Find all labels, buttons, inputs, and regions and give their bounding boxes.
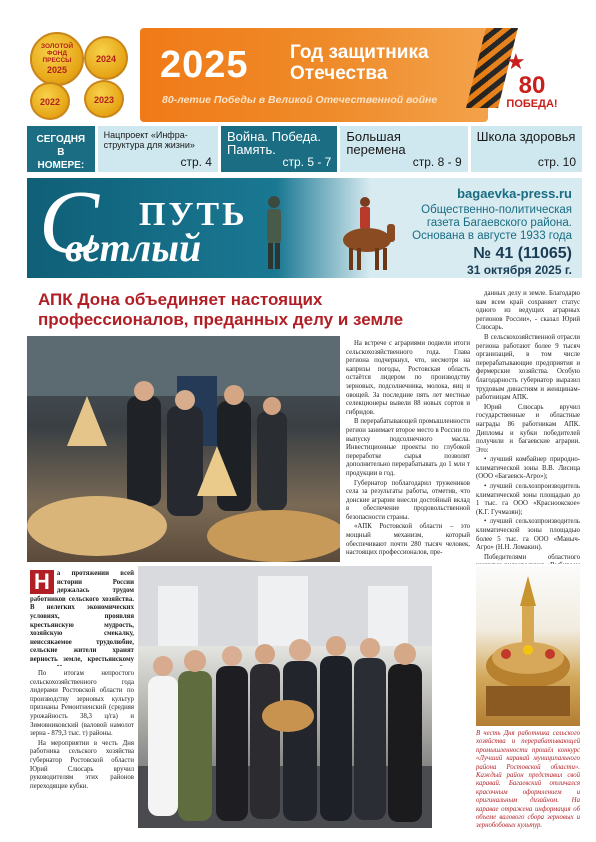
banner-title: Год защитника Отечества — [290, 42, 429, 84]
logo-initial: С — [39, 178, 100, 272]
contents-lead: СЕГОДНЯ В НОМЕРЕ: — [27, 126, 95, 172]
press-fund-seals — [22, 26, 130, 118]
victory-badge-number: 80 — [518, 72, 546, 99]
seal-year: 2022 — [39, 96, 61, 107]
karavai-photo-art — [476, 566, 580, 726]
contents-item-page: стр. 4 — [180, 155, 212, 169]
contents-item[interactable] — [340, 126, 467, 172]
contents-item-label: Школа здоровья — [476, 129, 576, 144]
paragraph: Губернатор поблагодарил тружеников села за результаты работы, отметив, что донские аграрии внесли достойный вклад в обеспечение продовольственной безопасности страны. — [346, 479, 470, 521]
site-link[interactable]: bagaevka-press.ru — [457, 186, 572, 201]
paragraph: По итогам непростого сельскохозяйственного года лидерами Ростовской области по производству зерновых культур признаны Ремонтненский (средняя урожайность 38,3 ц/га) и Зимовниковский (валовой намолот зерна - 879,3 тыс. т) районы. — [30, 670, 134, 738]
article-column-a — [346, 340, 470, 566]
paragraph: На встрече с аграриями подвели итоги сельскохозяйственного года. Глава региона подчеркнул, что, несмотря на капризы погоды, Ростовская область остаётся лидером по производству зерновых, подсолнечника, молока, яиц и овощей. За последние пять лет местные селекционеры вывели 88 новых сортов и гибридов. — [346, 340, 470, 416]
year-banner — [140, 28, 488, 122]
seal-2025 — [30, 32, 84, 86]
paragraph: В сельскохозяйственной отрасли региона работают более 9 тысяч организаций, в том числе перерабатывающие предприятия и фермерские хозяйства. Особую благодарность губернатор выразил трудовым династиям и женщинам-работницам АПК. — [476, 333, 580, 402]
paragraph: данных делу и земле. Благодарю вам всем край сохраняет статус одного из ведущих аграрных регионов России», - сказал Юрий Слюсарь. — [476, 290, 580, 332]
paragraph: • лучший комбайнер природно-климатической зоны В.В. Лисица (ООО «Багаевск-Агро»); — [476, 456, 580, 481]
banner-year: 2025 — [160, 44, 249, 86]
article-column-b — [476, 290, 580, 564]
masthead — [27, 178, 582, 278]
contents-item-label: Война. Победа. Память. — [226, 129, 322, 157]
contents-item-page: стр. 10 — [537, 155, 576, 169]
event-photo-hall — [27, 336, 340, 562]
contents-item-page: стр. 5 - 7 — [282, 155, 332, 169]
paragraph: • лучший сельхозпроизводитель климатической зоны площадью до 1 тыс. га ООО «Красноокское» (К.Г. Гучмазян); — [476, 483, 580, 516]
banner-subtitle: 80-летие Победы в Великой Отечественной войне — [162, 94, 438, 106]
contents-item[interactable] — [98, 126, 218, 172]
event-photo-group-art — [138, 566, 432, 828]
article-column-d — [30, 670, 134, 830]
contents-item[interactable] — [221, 126, 337, 172]
contents-item-page: стр. 8 - 9 — [412, 155, 462, 169]
seal-year: 2025 — [46, 65, 68, 75]
victory-badge — [500, 74, 564, 122]
issue-date: 31 октября 2025 г. — [467, 263, 572, 277]
article-lead-text: а протяжении всей истории России держалась трудом работников сельского хозяйства. В нелегких экономических условиях, проявляя крестьянскую мудрость, хозяйскую смекалку, неиссякаемое трудолюбие, сельские жители хранят верность земле, крестьянскому — [30, 570, 134, 663]
karavai-photo — [476, 566, 580, 726]
seal-year: 2023 — [93, 94, 115, 105]
masthead-description: Общественно-политическая газета Багаевского района. Основана в августе 1933 года — [412, 204, 572, 242]
contents-item-label: Большая перемена — [346, 129, 406, 157]
soldier-figure-icon — [259, 192, 289, 272]
event-photo-hall-art — [27, 336, 340, 562]
logo-bottom: ветлый — [65, 225, 202, 270]
seal-year: 2024 — [95, 53, 117, 64]
paragraph: В перерабатывающей промышленности регион занимает второе место в России по выпуску подсолнечного масла. Инвестиционные проекты по глубокой переработке сырья позволят дополнительно перерабатывать до 1 млн т продукции в год. — [346, 418, 470, 477]
paragraph: • лучший сельхозпроизводитель климатической зоны площадью более 5 тыс. га ООО «Маныч-Агро» (Н.Н. Ломакин). — [476, 518, 580, 552]
paragraph: Победителями областного — [484, 553, 580, 561]
red-star-icon: ★ — [506, 50, 526, 75]
dropcap: Н — [30, 570, 54, 594]
contents-item-label: Нацпроект «Инфра-структура для жизни» — [103, 130, 195, 150]
event-photo-group — [138, 566, 432, 828]
contents-item[interactable] — [471, 126, 582, 172]
seal-2023 — [84, 80, 124, 118]
paragraph: Юрий Слюсарь вручил государственные и областные награды 86 работникам АПК. Дипломы и кубки победителей получили и багаевские аграрии. Это: — [476, 403, 580, 454]
victory-badge-word: ПОБЕДА! — [506, 98, 558, 110]
paragraph: «АПК Ростовской области – это мощный механизм, который обеспечивают почти 280 тысяч человек, настоящих профессионалов, пре- — [346, 523, 470, 557]
cossack-rider-icon — [335, 194, 399, 274]
paragraph: На мероприятии в честь Дня работника сельского хозяйства губернатор Ростовской области Юрий Слюсарь вручил руководителям этих районов переходящие кубки. — [30, 739, 134, 790]
logo-top: ПУТЬ — [139, 196, 248, 233]
seal-2024 — [84, 36, 128, 80]
photo-caption: В честь Дня работника сельского хозяйства и перерабатывающей промышленности прошёл конкурс «Лучший каравай муниципального района Ростовской области». Каждый район представил свой каравай. Багаевский отличался красочным оформлением и оригинальным дизайном. На каравае отражена информация об объеме валового сбора зерновых и зернобобовых культур. — [476, 730, 580, 830]
seal-text: ЗОЛОТОЙ ФОНД ПРЕССЫ — [40, 43, 74, 64]
seal-2022 — [30, 82, 70, 120]
article-lead — [30, 570, 134, 666]
article-headline: АПК Дона объединяет настоящих профессионалов, преданных делу и земле — [38, 290, 404, 329]
contents-bar — [27, 126, 582, 172]
issue-number: № 41 (11065) — [473, 245, 572, 262]
